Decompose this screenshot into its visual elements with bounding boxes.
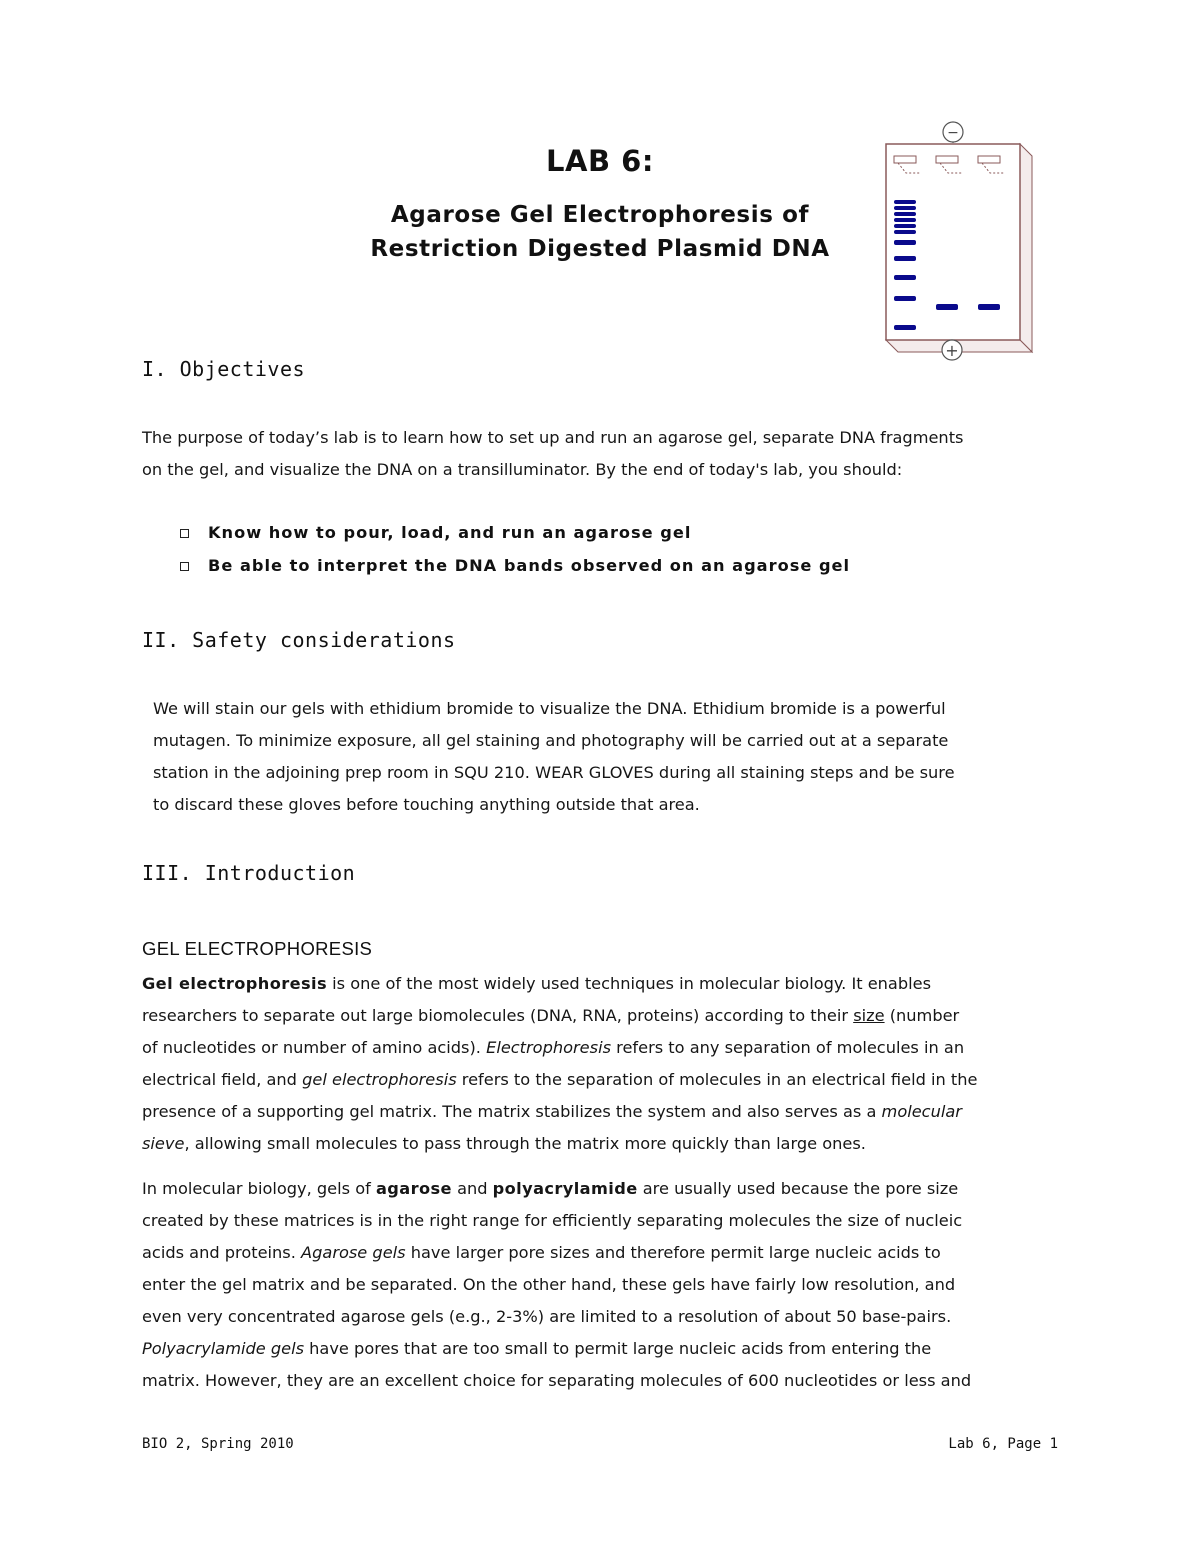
ladder-band bbox=[894, 206, 916, 210]
text-run: In molecular biology, gels of bbox=[142, 1179, 376, 1198]
text-run: , allowing small molecules to pass through the matrix more quickly than large ones. bbox=[184, 1134, 866, 1153]
safety-heading: II. Safety considerations bbox=[142, 628, 456, 652]
well-1 bbox=[894, 156, 916, 163]
text-run: acids and proteins. bbox=[142, 1243, 302, 1262]
safety-line: We will stain our gels with ethidium bromide to visualize the DNA. Ethidium bromide is a powerful bbox=[153, 699, 946, 718]
checkbox-bullet-icon bbox=[180, 529, 189, 538]
objective-bullet-text: Be able to interpret the DNA bands observed on an agarose gel bbox=[208, 556, 851, 575]
term-size: size bbox=[853, 1006, 885, 1025]
objective-bullet-text: Know how to pour, load, and run an agarose gel bbox=[208, 523, 692, 542]
text-run: researchers to separate out large biomolecules (DNA, RNA, proteins) according to their bbox=[142, 1006, 854, 1025]
well-2 bbox=[936, 156, 958, 163]
intro-paragraph-1 bbox=[142, 968, 1067, 1160]
ladder-band bbox=[894, 230, 916, 234]
sample-band-lane-2 bbox=[936, 304, 958, 310]
gel-electrophoresis-subheading: GEL ELECTROPHORESIS bbox=[142, 938, 373, 959]
intro-paragraph-2 bbox=[142, 1173, 1067, 1397]
intro-p2-line bbox=[142, 1333, 1067, 1365]
ladder-band bbox=[894, 224, 916, 228]
objectives-line: on the gel, and visualize the DNA on a transilluminator. By the end of today's lab, you should: bbox=[142, 460, 903, 479]
intro-p1-line bbox=[142, 1000, 1067, 1032]
safety-paragraph bbox=[153, 693, 1078, 821]
footer-course: BIO 2, Spring 2010 bbox=[142, 1436, 294, 1452]
intro-p1-line bbox=[142, 1128, 1067, 1160]
plus-sign: + bbox=[945, 341, 959, 360]
ladder-band bbox=[894, 275, 916, 280]
page-subtitle-line1: Agarose Gel Electrophoresis of bbox=[390, 202, 810, 228]
text-run: refers to any separation of molecules in an bbox=[611, 1038, 965, 1057]
intro-p1-line bbox=[142, 1096, 1067, 1128]
intro-p2-line bbox=[142, 1237, 1067, 1269]
checkbox-bullet-icon bbox=[180, 562, 189, 571]
ladder-band bbox=[894, 218, 916, 222]
intro-p2-line: enter the gel matrix and be separated. On the other hand, these gels have fairly low resolution, and bbox=[142, 1275, 956, 1294]
term-agarose: agarose bbox=[375, 1179, 452, 1198]
term-molecular: molecular bbox=[881, 1102, 962, 1121]
intro-p2-line: even very concentrated agarose gels (e.g., 2-3%) are limited to a resolution of about 50 base-pairs. bbox=[142, 1307, 952, 1326]
ladder-band bbox=[894, 240, 916, 245]
ladder-band bbox=[894, 212, 916, 216]
text-run: are usually used because the pore size bbox=[637, 1179, 959, 1198]
gel-electrophoresis-figure bbox=[876, 118, 1040, 364]
footer-page-number: Lab 6, Page 1 bbox=[948, 1436, 1058, 1452]
ladder-band bbox=[894, 296, 916, 301]
text-run: of nucleotides or number of amino acids). bbox=[142, 1038, 487, 1057]
introduction-heading: III. Introduction bbox=[142, 861, 356, 885]
objectives-heading: I. Objectives bbox=[142, 357, 306, 381]
intro-p1-line bbox=[142, 1032, 1067, 1064]
intro-p1-line bbox=[142, 968, 1067, 1000]
text-run: have pores that are too small to permit large nucleic acids from entering the bbox=[304, 1339, 932, 1358]
safety-line: to discard these gloves before touching anything outside that area. bbox=[153, 795, 700, 814]
text-run: is one of the most widely used techniques in molecular biology. It enables bbox=[327, 974, 932, 993]
safety-line: station in the adjoining prep room in SQU 210. WEAR GLOVES during all staining steps and be sure bbox=[153, 763, 955, 782]
minus-sign: − bbox=[947, 125, 959, 141]
sample-band-lane-3 bbox=[978, 304, 1000, 310]
page-subtitle-line2: Restriction Digested Plasmid DNA bbox=[370, 236, 830, 262]
term-gel-electrophoresis: Gel electrophoresis bbox=[142, 974, 328, 993]
text-run: have larger pore sizes and therefore permit large nucleic acids to bbox=[405, 1243, 941, 1262]
intro-p2-line bbox=[142, 1173, 1067, 1205]
term-polyacrylamide: polyacrylamide bbox=[492, 1179, 638, 1198]
intro-p2-line: matrix. However, they are an excellent choice for separating molecules of 600 nucleotides or less and bbox=[142, 1371, 972, 1390]
intro-p1-line bbox=[142, 1064, 1067, 1096]
term-electrophoresis: Electrophoresis bbox=[486, 1038, 612, 1057]
text-run: and bbox=[451, 1179, 493, 1198]
objectives-paragraph bbox=[142, 422, 1067, 486]
page-title: LAB 6: bbox=[546, 144, 654, 178]
text-run: presence of a supporting gel matrix. The matrix stabilizes the system and also serves as a bbox=[142, 1102, 882, 1121]
term-gel-electrophoresis-italic: gel electrophoresis bbox=[302, 1070, 457, 1089]
gel-side-face bbox=[1020, 144, 1032, 352]
intro-p2-line: created by these matrices is in the right range for efficiently separating molecules the size of nucleic bbox=[142, 1211, 963, 1230]
text-run: electrical field, and bbox=[142, 1070, 303, 1089]
safety-line: mutagen. To minimize exposure, all gel staining and photography will be carried out at a separate bbox=[153, 731, 949, 750]
text-run: (number bbox=[884, 1006, 960, 1025]
term-polyacrylamide-gels: Polyacrylamide gels bbox=[142, 1339, 305, 1358]
objective-bullet bbox=[180, 556, 850, 575]
objective-bullet bbox=[180, 523, 691, 542]
well-3 bbox=[978, 156, 1000, 163]
objectives-line: The purpose of today’s lab is to learn how to set up and run an agarose gel, separate DNA fragments bbox=[142, 428, 964, 447]
term-agarose-gels: Agarose gels bbox=[301, 1243, 406, 1262]
ladder-band bbox=[894, 256, 916, 261]
text-run: refers to the separation of molecules in an electrical field in the bbox=[456, 1070, 978, 1089]
ladder-band bbox=[894, 325, 916, 330]
term-sieve: sieve bbox=[142, 1134, 185, 1153]
ladder-band bbox=[894, 200, 916, 204]
